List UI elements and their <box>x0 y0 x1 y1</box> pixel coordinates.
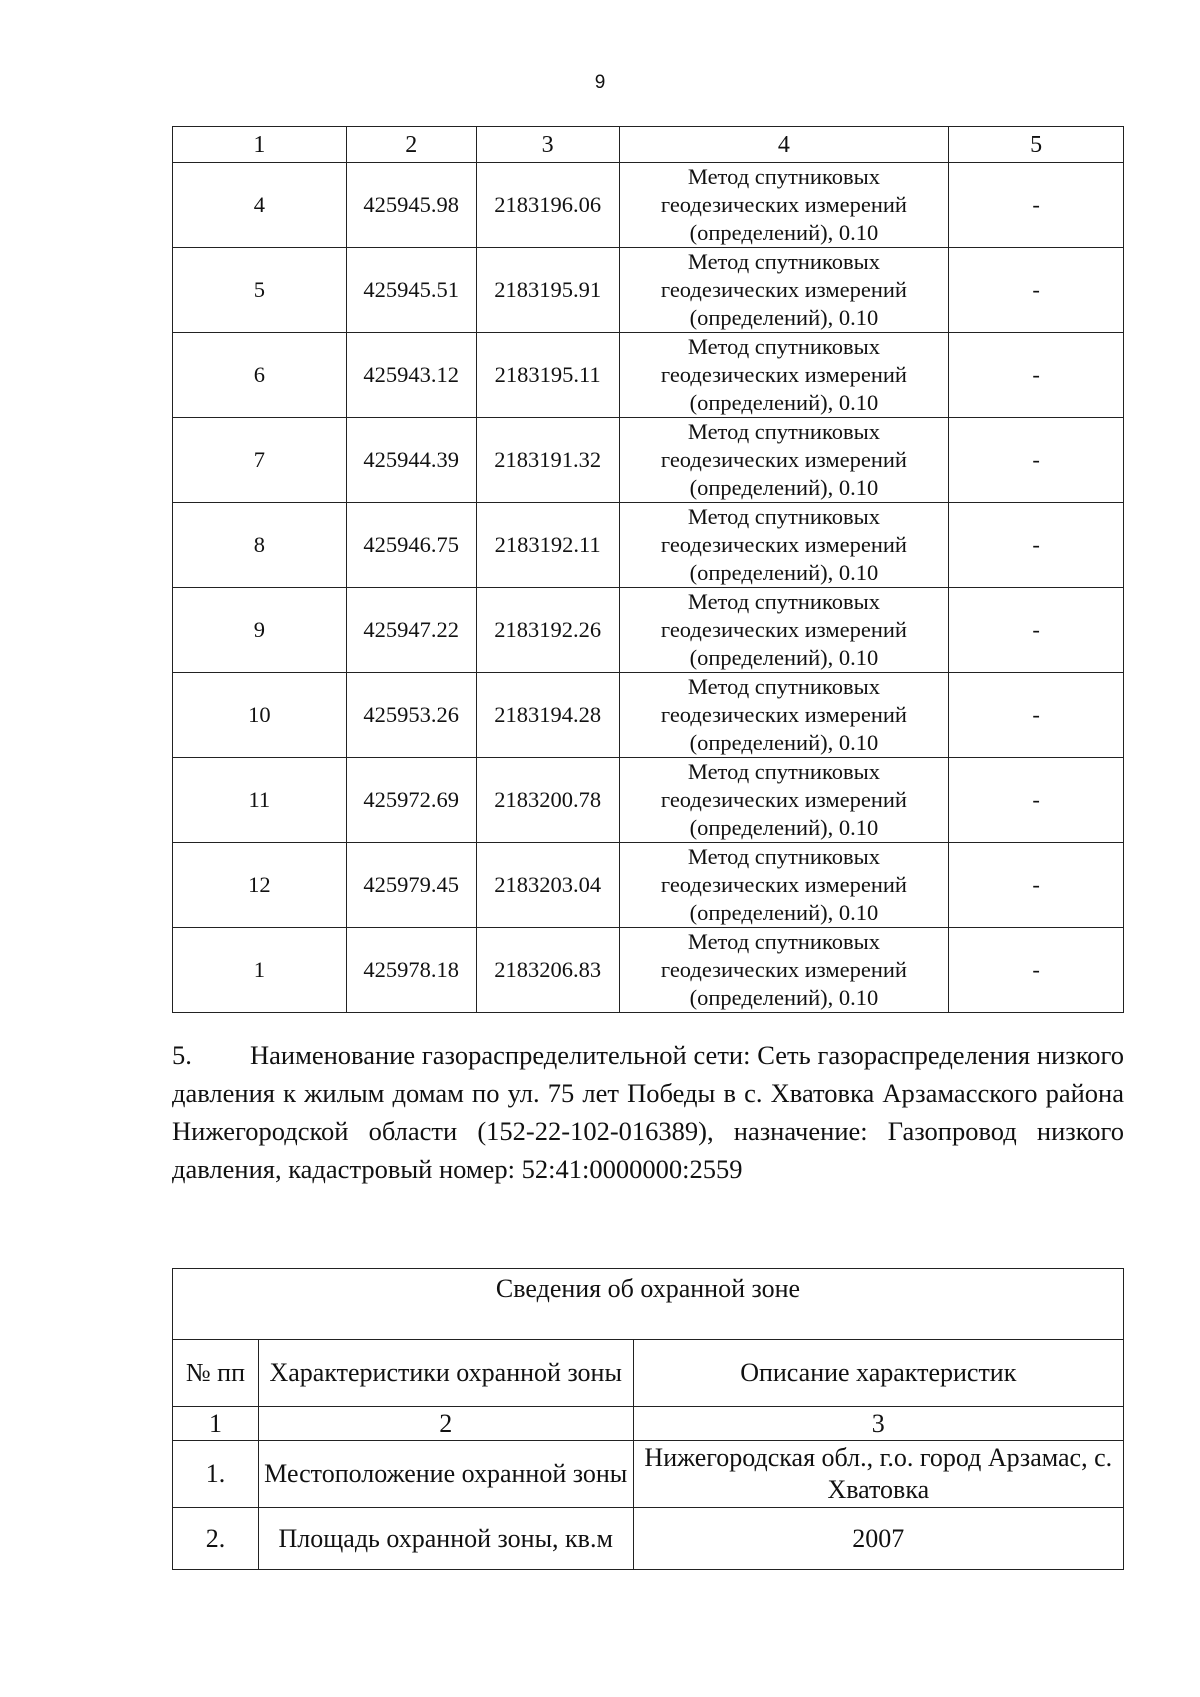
point-number: 11 <box>173 758 347 843</box>
section-text: Наименование газораспределительной сети: Сеть газораспределения низкого давления к жилым домам по ул. 75 лет Победы в с. Хватовка Арзамасского района Нижегородской области (152-22-102-016389), назначение: Газопровод низкого давления, кадастровый номер: 52:41:0000000:2559 <box>172 1040 1124 1184</box>
page-number: 9 <box>594 72 606 93</box>
y-coordinate: 2183200.78 <box>476 758 619 843</box>
y-coordinate: 2183203.04 <box>476 843 619 928</box>
table-row <box>173 163 1124 248</box>
column-header: Характеристики охранной зоны <box>258 1340 633 1407</box>
method-cell: Метод спутниковых геодезических измерений (определений), 0.10 <box>619 928 949 1013</box>
characteristic-cell: Площадь охранной зоны, кв.м <box>258 1508 633 1570</box>
x-coordinate: 425943.12 <box>346 333 476 418</box>
method-cell: Метод спутниковых геодезических измерений (определений), 0.10 <box>619 418 949 503</box>
note-cell: - <box>949 928 1124 1013</box>
row-number: 2. <box>173 1508 259 1570</box>
note-cell: - <box>949 758 1124 843</box>
method-cell: Метод спутниковых геодезических измерений (определений), 0.10 <box>619 248 949 333</box>
x-coordinate: 425945.98 <box>346 163 476 248</box>
table-row <box>173 418 1124 503</box>
x-coordinate: 425972.69 <box>346 758 476 843</box>
y-coordinate: 2183192.26 <box>476 588 619 673</box>
column-header: 2 <box>346 127 476 163</box>
table-row <box>173 843 1124 928</box>
method-cell: Метод спутниковых геодезических измерений (определений), 0.10 <box>619 843 949 928</box>
y-coordinate: 2183194.28 <box>476 673 619 758</box>
column-header: Описание характеристик <box>633 1340 1123 1407</box>
point-number: 9 <box>173 588 347 673</box>
zone-table-title-row <box>173 1269 1124 1340</box>
coordinates-table <box>172 126 1124 1013</box>
column-header: 1 <box>173 127 347 163</box>
x-coordinate: 425953.26 <box>346 673 476 758</box>
note-cell: - <box>949 503 1124 588</box>
table-row <box>173 503 1124 588</box>
column-header: № пп <box>173 1340 259 1407</box>
table-row <box>173 1508 1124 1570</box>
column-header: 5 <box>949 127 1124 163</box>
point-number: 1 <box>173 928 347 1013</box>
table-row <box>173 758 1124 843</box>
column-index: 1 <box>173 1407 259 1441</box>
method-cell: Метод спутниковых геодезических измерений (определений), 0.10 <box>619 588 949 673</box>
note-cell: - <box>949 248 1124 333</box>
description-cell: Нижегородская обл., г.о. город Арзамас, с. Хватовка <box>633 1441 1123 1508</box>
column-header: 4 <box>619 127 949 163</box>
method-cell: Метод спутниковых геодезических измерений (определений), 0.10 <box>619 758 949 843</box>
method-cell: Метод спутниковых геодезических измерений (определений), 0.10 <box>619 333 949 418</box>
y-coordinate: 2183195.11 <box>476 333 619 418</box>
table-row <box>173 928 1124 1013</box>
method-cell: Метод спутниковых геодезических измерений (определений), 0.10 <box>619 503 949 588</box>
point-number: 10 <box>173 673 347 758</box>
zone-table-index-row <box>173 1407 1124 1441</box>
y-coordinate: 2183191.32 <box>476 418 619 503</box>
x-coordinate: 425945.51 <box>346 248 476 333</box>
note-cell: - <box>949 418 1124 503</box>
x-coordinate: 425946.75 <box>346 503 476 588</box>
point-number: 6 <box>173 333 347 418</box>
note-cell: - <box>949 673 1124 758</box>
column-header: 3 <box>476 127 619 163</box>
table-row <box>173 248 1124 333</box>
point-number: 12 <box>173 843 347 928</box>
y-coordinate: 2183206.83 <box>476 928 619 1013</box>
x-coordinate: 425978.18 <box>346 928 476 1013</box>
column-index: 2 <box>258 1407 633 1441</box>
zone-table-header-row <box>173 1340 1124 1407</box>
coordinates-header-row <box>173 127 1124 163</box>
point-number: 8 <box>173 503 347 588</box>
point-number: 7 <box>173 418 347 503</box>
note-cell: - <box>949 163 1124 248</box>
note-cell: - <box>949 333 1124 418</box>
row-number: 1. <box>173 1441 259 1508</box>
point-number: 5 <box>173 248 347 333</box>
section-paragraph <box>172 1036 1124 1188</box>
y-coordinate: 2183196.06 <box>476 163 619 248</box>
section-number: 5. <box>172 1040 192 1070</box>
table-row <box>173 673 1124 758</box>
column-index: 3 <box>633 1407 1123 1441</box>
table-row <box>173 588 1124 673</box>
x-coordinate: 425947.22 <box>346 588 476 673</box>
description-cell: 2007 <box>633 1508 1123 1570</box>
protection-zone-table <box>172 1268 1124 1570</box>
method-cell: Метод спутниковых геодезических измерений (определений), 0.10 <box>619 673 949 758</box>
table-row <box>173 333 1124 418</box>
note-cell: - <box>949 588 1124 673</box>
y-coordinate: 2183192.11 <box>476 503 619 588</box>
method-cell: Метод спутниковых геодезических измерений (определений), 0.10 <box>619 163 949 248</box>
characteristic-cell: Местоположение охранной зоны <box>258 1441 633 1508</box>
x-coordinate: 425979.45 <box>346 843 476 928</box>
zone-table-title: Сведения об охранной зоне <box>173 1269 1124 1340</box>
point-number: 4 <box>173 163 347 248</box>
y-coordinate: 2183195.91 <box>476 248 619 333</box>
x-coordinate: 425944.39 <box>346 418 476 503</box>
table-row <box>173 1441 1124 1508</box>
note-cell: - <box>949 843 1124 928</box>
